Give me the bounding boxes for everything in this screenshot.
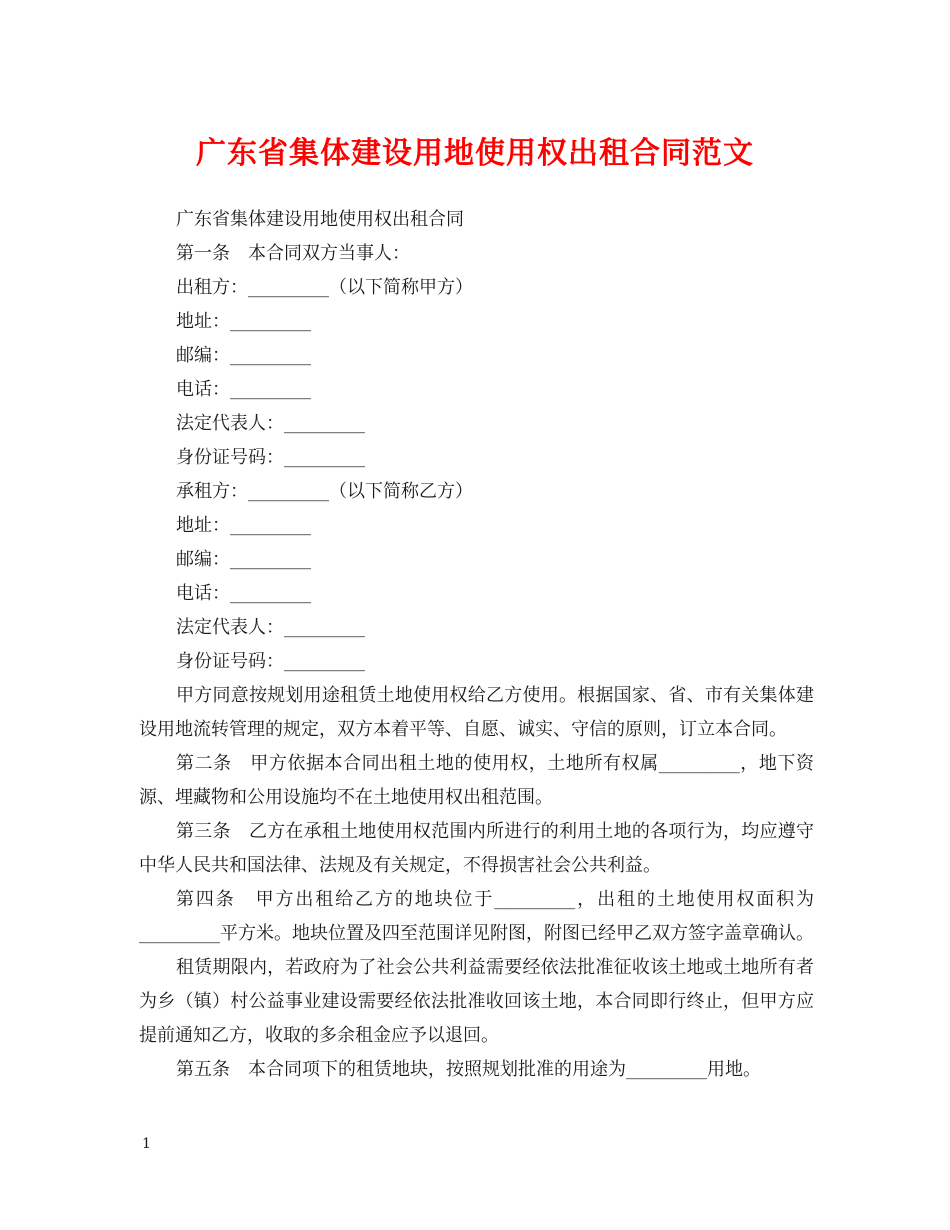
lessee-postcode-line: 邮编：_________ <box>176 549 311 570</box>
article-4-paragraph: 第四条 甲方出租给乙方的地块位于_________，出租的土地使用权面积为_________平方米。地块位置及四至范围详见附图，附图已经甲乙双方签字盖章确认。 <box>139 889 814 944</box>
lessor-id-number-line: 身份证号码：_________ <box>176 447 365 468</box>
article-2-paragraph: 第二条 甲方依据本合同出租土地的使用权，土地所有权属_________，地下资源、埋藏物和公用设施均不在土地使用权出租范围。 <box>139 753 814 808</box>
lessee-id-number-line: 身份证号码：_________ <box>176 651 365 672</box>
lessee-phone-line: 电话：_________ <box>176 583 311 604</box>
lessor-name-line: 出租方：_________（以下简称甲方） <box>176 277 473 298</box>
page-number: 1 <box>142 1136 151 1152</box>
lessee-legal-rep-line: 法定代表人：_________ <box>176 617 365 638</box>
lease-term-paragraph: 租赁期限内，若政府为了社会公共利益需要经依法批准征收该土地或土地所有者为乡（镇）村公益事业建设需要经依法批准收回该土地，本合同即行终止，但甲方应提前通知乙方，收取的多余租金应予以退回。 <box>139 957 814 1046</box>
lessor-postcode-line: 邮编：_________ <box>176 345 311 366</box>
agreement-paragraph: 甲方同意按规划用途租赁土地使用权给乙方使用。根据国家、省、市有关集体建设用地流转管理的规定，双方本着平等、自愿、诚实、守信的原则，订立本合同。 <box>139 685 814 740</box>
document-body <box>139 203 814 1087</box>
article-3-paragraph: 第三条 乙方在承租土地使用权范围内所进行的利用土地的各项行为，均应遵守中华人民共和国法律、法规及有关规定，不得损害社会公共利益。 <box>139 821 814 876</box>
article-5-paragraph: 第五条 本合同项下的租赁地块，按照规划批准的用途为_________用地。 <box>176 1059 761 1080</box>
lessor-phone-line: 电话：_________ <box>176 379 311 400</box>
lessor-legal-rep-line: 法定代表人：_________ <box>176 413 365 434</box>
lessor-address-line: 地址：_________ <box>176 311 311 332</box>
lessee-name-line: 承租方：_________（以下简称乙方） <box>176 481 473 502</box>
contract-heading: 广东省集体建设用地使用权出租合同 <box>176 209 464 230</box>
article-1-heading: 第一条 本合同双方当事人： <box>176 243 410 264</box>
lessee-address-line: 地址：_________ <box>176 515 311 536</box>
document-title: 广东省集体建设用地使用权出租合同范文 <box>196 136 754 171</box>
